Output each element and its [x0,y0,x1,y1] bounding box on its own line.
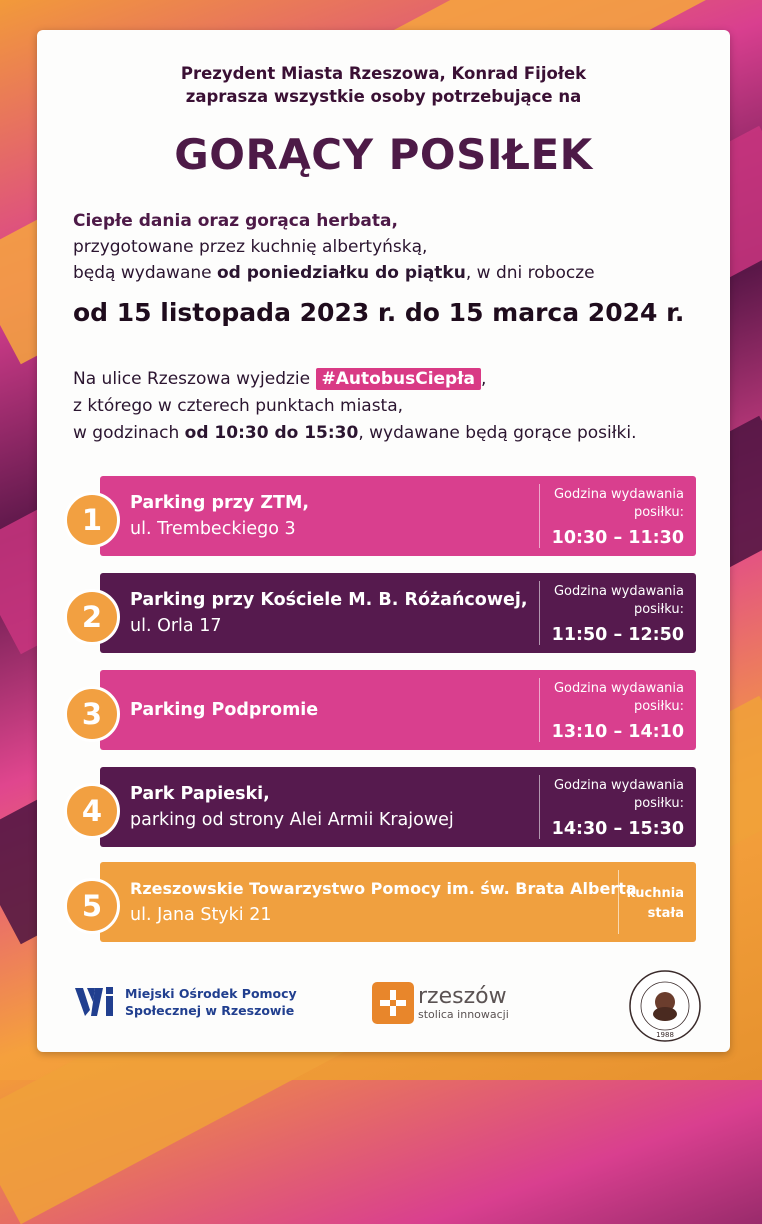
hashtag-badge: #AutobusCiepła [316,368,481,390]
rzeszow-wordmark: rzeszów [418,983,507,1009]
hours-label: Godzina wydawania posiłku: [553,487,684,520]
location-name: Park Papieski, [130,784,270,804]
hours-label: Godzina wydawania posiłku: [553,584,684,617]
location-address: ul. Orla 17 [130,616,222,636]
location-number: 5 [64,878,120,934]
weekdays-text: od poniedziałku do piątku [217,263,466,283]
mops-logo-icon [73,982,117,1022]
location-number: 2 [64,589,120,645]
description-line-1: Ciepłe dania oraz gorąca herbata, [73,211,398,231]
seal-year: 1988 [656,1031,674,1039]
location-place [130,697,318,723]
hours-time: 11:50 – 12:50 [551,625,684,645]
bus-line-3 [73,420,637,447]
bus-text: w godzinach [73,423,185,443]
hours-label: Godzina wydawania posiłku: [553,778,684,811]
location-row-5 [81,862,696,942]
hours-label: Godzina wydawania posiłku: [553,681,684,714]
kitchen-line-2: stała [647,906,684,921]
bus-text: Na ulice Rzeszowa wyjedzie [73,369,316,389]
location-address: ul. Jana Styki 21 [130,905,272,925]
intro-line-2: zaprasza wszystkie osoby potrzebujące na [185,87,582,106]
location-number: 3 [64,686,120,742]
hours-box [539,581,684,645]
location-address: ul. Trembeckiego 3 [130,519,296,539]
location-name: Parking Podpromie [130,700,319,720]
location-name: Parking przy ZTM, [130,493,310,513]
rzeszow-logo-block [372,982,509,1024]
mops-line-1: Miejski Ośrodek Pomocy [125,986,297,1001]
hours-time: 10:30 – 11:30 [551,528,684,548]
kitchen-box [618,870,684,934]
hours-box [539,678,684,742]
bus-line-1 [73,366,637,393]
location-number: 4 [64,783,120,839]
location-place [130,490,309,542]
description-line-3 [73,260,595,286]
location-row-1 [81,476,696,556]
hours-box [539,775,684,839]
kitchen-line-1: kuchnia [626,886,684,901]
society-seal-icon [627,968,703,1044]
description [73,208,595,286]
rzeszow-logo-icon [372,982,414,1024]
location-place [130,781,454,833]
mops-line-2: Społecznej w Rzeszowie [125,1003,295,1018]
hours-time: 13:10 – 14:10 [551,722,684,742]
mops-logo-block [73,982,297,1022]
bus-line-2: z którego w czterech punktach miasta, [73,396,404,416]
location-name: Rzeszowskie Towarzystwo Pomocy im. św. Brata Alberta [130,879,637,898]
hours-range-text: od 10:30 do 15:30 [184,423,359,443]
description-text: będą wydawane [73,263,217,283]
location-row-2 [81,573,696,653]
location-row-3 [81,670,696,750]
date-range: od 15 listopada 2023 r. do 15 marca 2024 r. [73,298,685,327]
intro-line-1: Prezydent Miasta Rzeszowa, Konrad Fijołek [180,64,587,83]
rzeszow-name [418,983,509,1021]
location-place [130,876,637,928]
hours-box [539,484,684,548]
description-line-2: przygotowane przez kuchnię albertyńską, [73,237,428,257]
intro-text [37,62,730,108]
location-name: Parking przy Kościele M. B. Różańcowej, [130,590,528,610]
location-address: parking od strony Alei Armii Krajowej [130,810,454,830]
location-number: 1 [64,492,120,548]
bus-info [73,366,637,447]
bus-text: , [481,369,487,389]
mops-name [125,985,297,1019]
poster-sheet [37,30,730,1052]
poster-title: GORĄCY POSIŁEK [174,130,593,179]
location-row-4 [81,767,696,847]
description-text: , w dni robocze [465,263,595,283]
bus-text: , wydawane będą gorące posiłki. [358,423,637,443]
rzeszow-tagline: stolica innowacji [418,1007,509,1021]
location-place [130,587,528,639]
hours-time: 14:30 – 15:30 [551,819,684,839]
